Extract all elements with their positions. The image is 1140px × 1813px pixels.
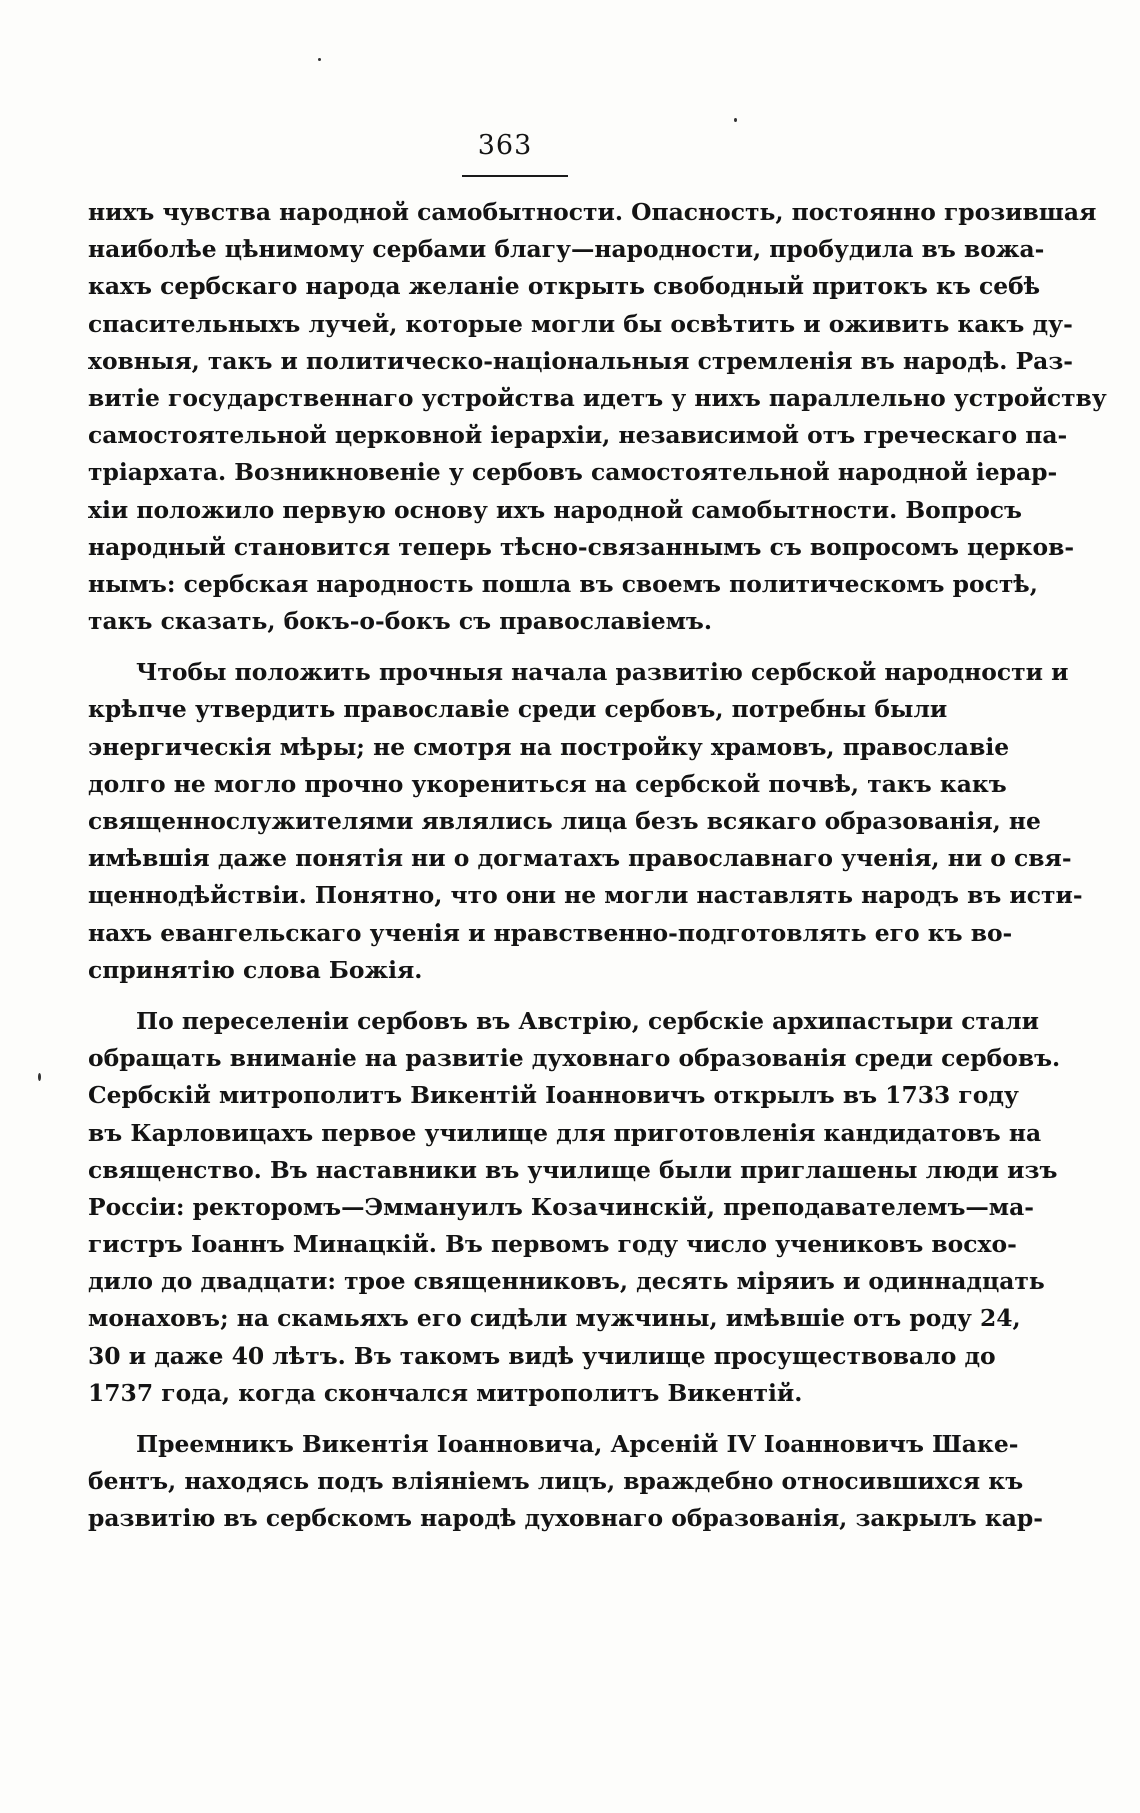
text-line: хіи положило первую основу ихъ народной самобытности. Вопросъ bbox=[88, 495, 1022, 524]
text-line: народный становится теперь тѣсно-связаннымъ съ вопросомъ церков- bbox=[88, 532, 1075, 561]
text-line: монаховъ; на скамьяхъ его сидѣли мужчины, имѣвшіе отъ роду 24, bbox=[88, 1304, 1021, 1333]
text-line: Преемникъ Викентія Іоанновича, Арсеній IV Іоанновичъ Шаке- bbox=[136, 1430, 1019, 1458]
text-line: спринятію слова Божія. bbox=[88, 955, 423, 984]
text-line: наиболѣе цѣнимому сербами благу—народности, пробудила въ вожа- bbox=[88, 235, 1045, 264]
text-line: бентъ, находясь подъ вліяніемъ лицъ, враждебно относившихся къ bbox=[88, 1467, 1024, 1496]
page-number-rule bbox=[462, 175, 568, 177]
text-line: такъ сказать, бокъ-о-бокъ съ православіемъ. bbox=[88, 607, 713, 636]
text-line: священство. Въ наставники въ училище были приглашены люди изъ bbox=[88, 1155, 1058, 1184]
text-line: 30 и даже 40 лѣтъ. Въ такомъ видѣ училище просуществовало до bbox=[88, 1341, 996, 1370]
text-line: нихъ чувства народной самобытности. Опасность, постоянно грозившая bbox=[88, 198, 1097, 226]
text-line: Сербскій митрополитъ Викентій Іоанновичъ открылъ въ 1733 году bbox=[88, 1081, 1019, 1110]
text-line: витіе государственнаго устройства идетъ у нихъ параллельно устройству bbox=[88, 383, 1107, 412]
text-line: самостоятельной церковной іерархіи, независимой отъ греческаго па- bbox=[88, 421, 1068, 450]
text-line: 1737 года, когда скончался митрополитъ Викентій. bbox=[88, 1378, 803, 1407]
scan-speck bbox=[318, 58, 321, 61]
text-line: гистръ Іоаннъ Минацкій. Въ первомъ году число учениковъ восхо- bbox=[88, 1230, 1017, 1259]
scan-speck bbox=[38, 1073, 41, 1081]
text-line: крѣпче утвердить православіе среди сербовъ, потребны были bbox=[88, 695, 948, 724]
text-line: кахъ сербскаго народа желаніе открыть свободный притокъ къ себѣ bbox=[88, 272, 1041, 301]
scan-speck bbox=[734, 118, 737, 122]
text-line: энергическія мѣры; не смотря на постройку храмовъ, православіе bbox=[88, 732, 1010, 761]
paragraph bbox=[88, 654, 1083, 989]
text-line: тріархата. Возникновеніе у сербовъ самостоятельной народной іерар- bbox=[88, 458, 1058, 487]
paragraph bbox=[88, 194, 1107, 640]
text-line: священнослужителями являлись лица безъ всякаго образованія, не bbox=[88, 807, 1041, 835]
body-text bbox=[88, 194, 1107, 1538]
text-line: нымъ: сербская народность пошла въ своемъ политическомъ ростѣ, bbox=[88, 569, 1038, 598]
text-line: Чтобы положить прочныя начала развитію сербской народности и bbox=[136, 658, 1069, 687]
text-line: щеннодѣйствіи. Понятно, что они не могли наставлять народъ въ исти- bbox=[88, 881, 1083, 910]
text-line: имѣвшія даже понятія ни о догматахъ православнаго ученія, ни о свя- bbox=[88, 844, 1072, 873]
paragraph bbox=[88, 1426, 1043, 1538]
text-line: обращать вниманіе на развитіе духовнаго образованія среди сербовъ. bbox=[88, 1044, 1061, 1073]
text-line: нахъ евангельскаго ученія и нравственно-подготовлять его къ во- bbox=[88, 918, 1013, 947]
paragraph bbox=[88, 1003, 1061, 1412]
page-number: 363 bbox=[477, 130, 533, 161]
text-line: По переселеніи сербовъ въ Австрію, сербскіе архипастыри стали bbox=[136, 1006, 1039, 1035]
text-line: ховныя, такъ и политическо-національныя стремленія въ народѣ. Раз- bbox=[88, 346, 1073, 375]
text-line: Россіи: ректоромъ—Эммануилъ Козачинскій, преподавателемъ—ма- bbox=[88, 1192, 1034, 1221]
text-line: въ Карловицахъ первое училище для приготовленія кандидатовъ на bbox=[88, 1118, 1042, 1147]
text-line: развитію въ сербскомъ народѣ духовнаго образованія, закрылъ кар- bbox=[88, 1504, 1043, 1533]
text-line: спасительныхъ лучей, которые могли бы освѣтить и оживить какъ ду- bbox=[88, 309, 1073, 338]
text-line: долго не могло прочно укорениться на сербской почвѣ, такъ какъ bbox=[88, 769, 1007, 798]
text-line: дило до двадцати: трое священниковъ, десять міряиъ и одиннадцать bbox=[88, 1267, 1045, 1296]
